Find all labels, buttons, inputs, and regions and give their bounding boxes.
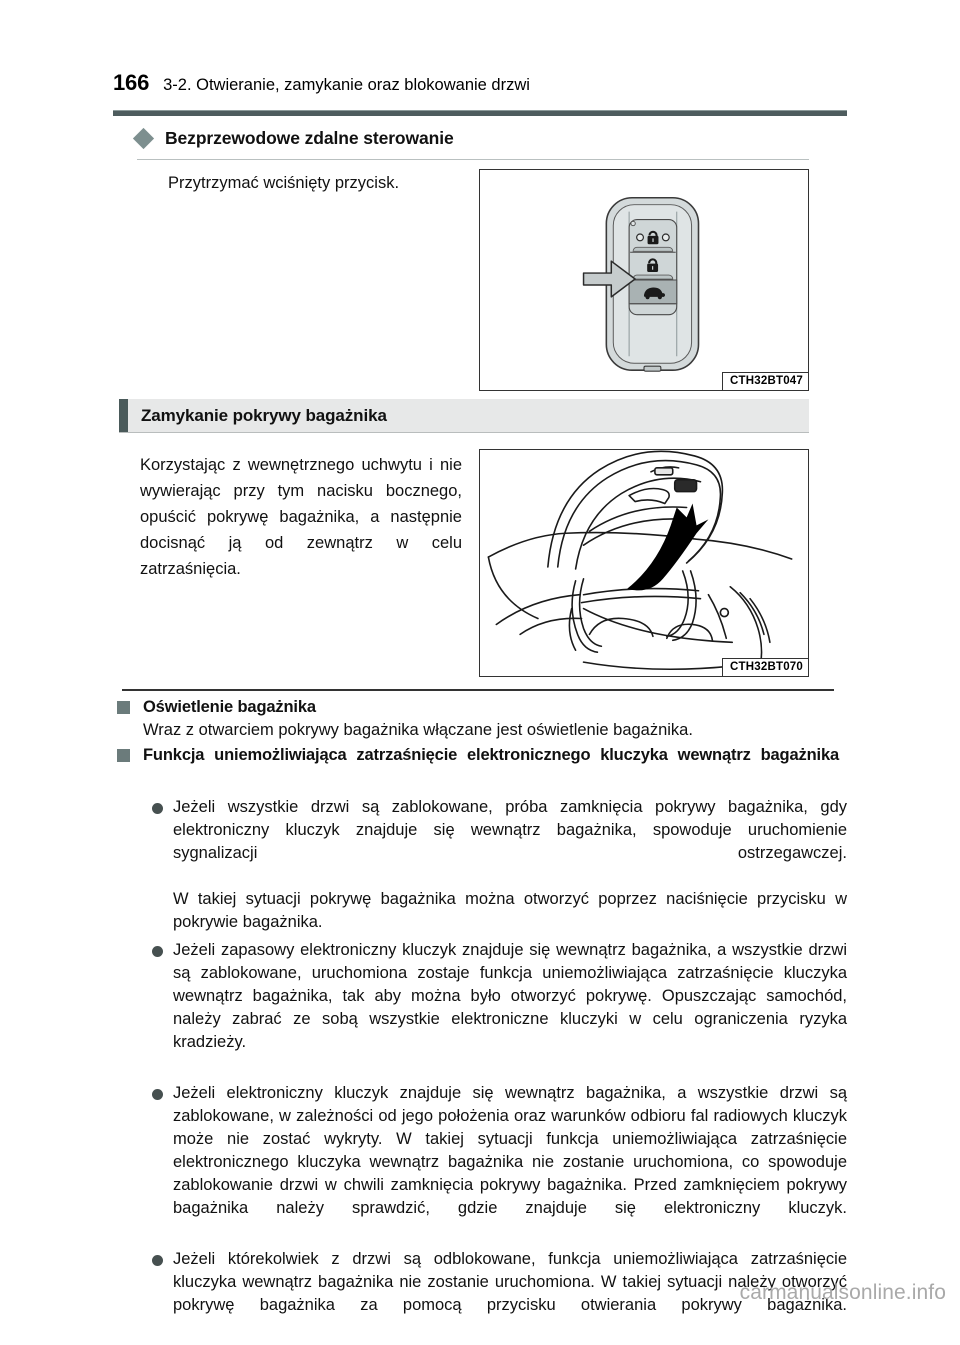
header-divider [113,110,847,116]
list-item [151,939,847,1077]
list-item-text: Jeżeli zapasowy elektroniczny kluczyk znajduje się wewnątrz bagażnika, a wszystkie drzwi są zablokowane, uruchomiona zostaje funkcja uniemożliwiająca zatrzaśnięcie kluczyka wewnątrz bagażnika, tak aby można było otworzyć pokrywę. Opuszczając samochód, należy zabrać ze sobą wszystkie elektroniczne kluczyki w celu ograniczenia ryzyka kradzieży. [173,941,847,1051]
square-bullet-icon [117,749,130,762]
subsection-heading [136,128,836,149]
subsection-heading-label: Bezprzewodowe zdalne sterowanie [165,128,454,148]
chapter-breadcrumb: 3-2. Otwieranie, zamykanie oraz blokowanie drzwi [163,76,530,94]
note-heading [117,696,847,719]
note-heading-label: Oświetlenie bagażnika [143,698,316,716]
running-head [113,70,847,96]
section-header-label: Zamykanie pokrywy bagażnika [141,405,387,425]
figure-key-fob [479,169,809,391]
list-item-text: Jeżeli którekolwiek z drzwi są odblokowane, funkcja uniemożliwiająca zatrzaśnięcie kluczyka wewnątrz bagażnika nie zostanie uruchomiona. W takiej sytuacji należy otworzyć pokrywę bagażnika za pomocą przycisku otwierania pokrywy bagażnika. [173,1250,847,1314]
list-item [151,1082,847,1243]
list-item-subtext: W takiej sytuacji pokrywę bagażnika można otworzyć poprzez naciśnięcie przycisku w pokrywie bagażnika. [173,890,847,931]
trunk-illustration [480,450,808,676]
diamond-bullet-icon [133,128,154,149]
list-item-text: Jeżeli wszystkie drzwi są zablokowane, próba zamknięcia pokrywy bagażnika, gdy elektroniczny kluczyk znajduje się wewnątrz bagażnika, spowoduje uruchomienie sygnalizacji ostrzegawczej. [173,798,847,862]
figure-code-label: CTH32BT070 [722,658,808,676]
square-bullet-icon [117,701,130,714]
section-header-tab [119,399,128,432]
note-heading-label: Funkcja uniemożliwiająca zatrzaśnięcie elektronicznego kluczyka wewnątrz bagażnika [143,746,839,764]
section-header [119,399,809,432]
note-bullet-list [151,796,847,1340]
subsection-divider [137,159,809,160]
note-heading [117,744,847,790]
page-number: 166 [113,70,150,95]
key-fob-illustration [480,170,808,390]
site-watermark: carmanualsonline.info [739,1281,946,1304]
list-item-text: Jeżeli elektroniczny kluczyk znajduje się wewnątrz bagażnika, a wszystkie drzwi są zablokowane, w zależności od jego położenia oraz warunków odbioru fal radiowych kluczyk może nie zostać wykryty. W takiej sytuacji funkcja uniemożliwiająca zatrzaśnięcie elektronicznego kluczyka wewnątrz bagażnika nie zostanie uruchomiona, co spowoduje zablokowanie drzwi w chwili zamknięcia pokrywy bagażnika. Przed zamknięciem pokrywy bagażnika należy sprawdzić, gdzie znajduje się elektroniczny kluczyk. [173,1084,847,1217]
step-instruction-text: Przytrzymać wciśnięty przycisk. [168,174,400,192]
section-body-text: Korzystając z wewnętrznego uchwytu i nie wywierając przy tym nacisku bocznego, opuścić pokrywę bagażnika, a następnie docisnąć ją od zewnątrz w celu zatrzaśnięcia. [140,456,462,578]
note-paragraph: Wraz z otwarciem pokrywy bagażnika włączane jest oświetlenie bagażnika. [143,721,693,739]
notes-section [117,694,847,1345]
list-item [151,796,847,934]
figure-trunk-lid [479,449,809,677]
notes-divider [122,689,834,691]
figure-code-label: CTH32BT047 [722,372,808,390]
